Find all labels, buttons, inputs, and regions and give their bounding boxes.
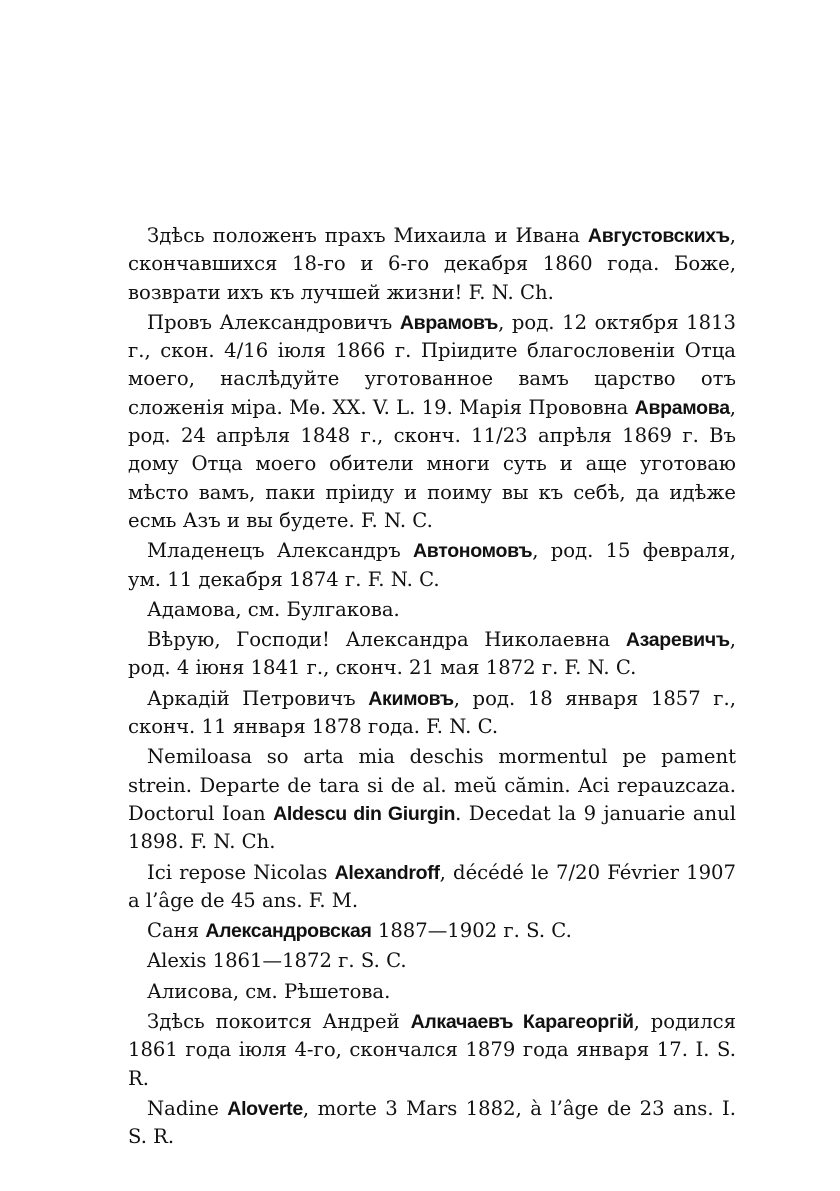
entry-surname: Alexandroff	[334, 861, 440, 884]
entry-text: , род. 4 iюня 1841 г., сконч. 21 мая 1872 г. F. N. C.	[128, 628, 736, 680]
entry-text: , morte 3 Mars 1882, à l’âge de 23 ans. I. S. R.	[128, 1096, 736, 1149]
entry-text: Провъ Александровичъ	[147, 310, 400, 334]
entry-paragraph	[128, 743, 736, 856]
entry-text: Alexis 1861—1872 г. S. C.	[147, 949, 407, 973]
entry-paragraph	[128, 309, 736, 535]
entry-paragraph	[128, 917, 736, 945]
entry-paragraph	[128, 222, 736, 307]
entry-text: . Decedat la 9 januarie anul 1898. F. N. Ch.	[128, 801, 736, 854]
entry-paragraph	[128, 596, 736, 624]
entry-text: Аркадiй Петровичъ	[147, 686, 369, 710]
entry-surname: Алкачаевъ Карагеоргiй	[410, 1011, 634, 1034]
entry-paragraph	[128, 1095, 736, 1152]
entry-text: Ici repose Nicolas	[147, 860, 335, 884]
entry-text: Здѣсь положенъ прахъ Михаила и Ивана	[147, 224, 588, 247]
entry-text: , род. 12 октября 1813 г., скон. 4/16 iюля 1866 г. Прiидите благословенiи Отца моего, наслѣдуйте уготованное вамъ царство отъ сложенiя мiра. Мѳ. XX. V. L. 19. Марiя Прововна	[128, 310, 736, 419]
entry-paragraph	[128, 859, 736, 916]
entry-text: Nemiloasa so arta mia deschis mormentul pe pament strein. Departe de tara si de al. meŭ cămin. Aci repauzcaza. Doctorul Ioan	[128, 745, 736, 825]
entry-text: , род. 18 января 1857 г., сконч. 11 января 1878 года. F. N. C.	[128, 686, 737, 739]
entry-surname: Александровская	[205, 920, 372, 943]
entry-surname: Aldescu din Giurgin	[273, 802, 456, 825]
entry-surname: Аврамова	[634, 396, 730, 419]
entry-text: , род. 24 апрѣля 1848 г., сконч. 11/23 апрѣля 1869 г. Въ дому Отца моего обители многи суть и аще уготоваю мѣсто вамъ, паки прiиду и поиму вы къ себѣ, да идѣже есмь Азъ и вы будете. F. N. C.	[128, 395, 736, 532]
document-page	[128, 222, 736, 1154]
entry-text: Адамова, см. Булгакова.	[147, 597, 400, 621]
entry-surname: Aloverte	[227, 1097, 303, 1120]
entry-paragraph	[128, 978, 736, 1006]
entry-surname: Аврамовъ	[399, 311, 499, 334]
entry-paragraph	[128, 626, 736, 683]
entry-paragraph	[128, 1008, 736, 1093]
entry-text: 1887—1902 г. S. C.	[371, 919, 572, 943]
entry-paragraph	[128, 537, 736, 594]
entry-text: , родился 1861 года iюля 4-го, скончался 1879 года января 17. I. S. R.	[128, 1010, 736, 1090]
entry-paragraph	[128, 685, 736, 742]
entry-text: , род. 15 февраля, ум. 11 декабря 1874 г. F. N. C.	[128, 539, 736, 591]
entry-paragraph	[128, 947, 736, 975]
entry-surname: Акимовъ	[368, 687, 454, 710]
entry-text: Вѣрую, Господи! Александра Николаевна	[147, 628, 626, 652]
entry-text: Nadine	[147, 1096, 228, 1120]
entry-surname: Азаревичъ	[625, 629, 730, 652]
entry-text: Младенецъ Александръ	[147, 539, 413, 563]
entry-text: Алисова, см. Рѣшетова.	[147, 979, 391, 1003]
entry-text: Здѣсь покоится Андрей	[147, 1010, 411, 1034]
entry-text: , скончавшихся 18-го и 6-го декабря 1860 года. Боже, возврати ихъ къ лучшей жизни! F. N. Ch.	[128, 224, 736, 304]
entry-text: Саня	[147, 919, 206, 943]
entry-surname: Автономовъ	[412, 540, 533, 563]
entry-text: , décédé le 7/20 Février 1907 a l’âge de 45 ans. F. M.	[128, 860, 736, 912]
entry-surname: Августовскихъ	[587, 225, 730, 247]
